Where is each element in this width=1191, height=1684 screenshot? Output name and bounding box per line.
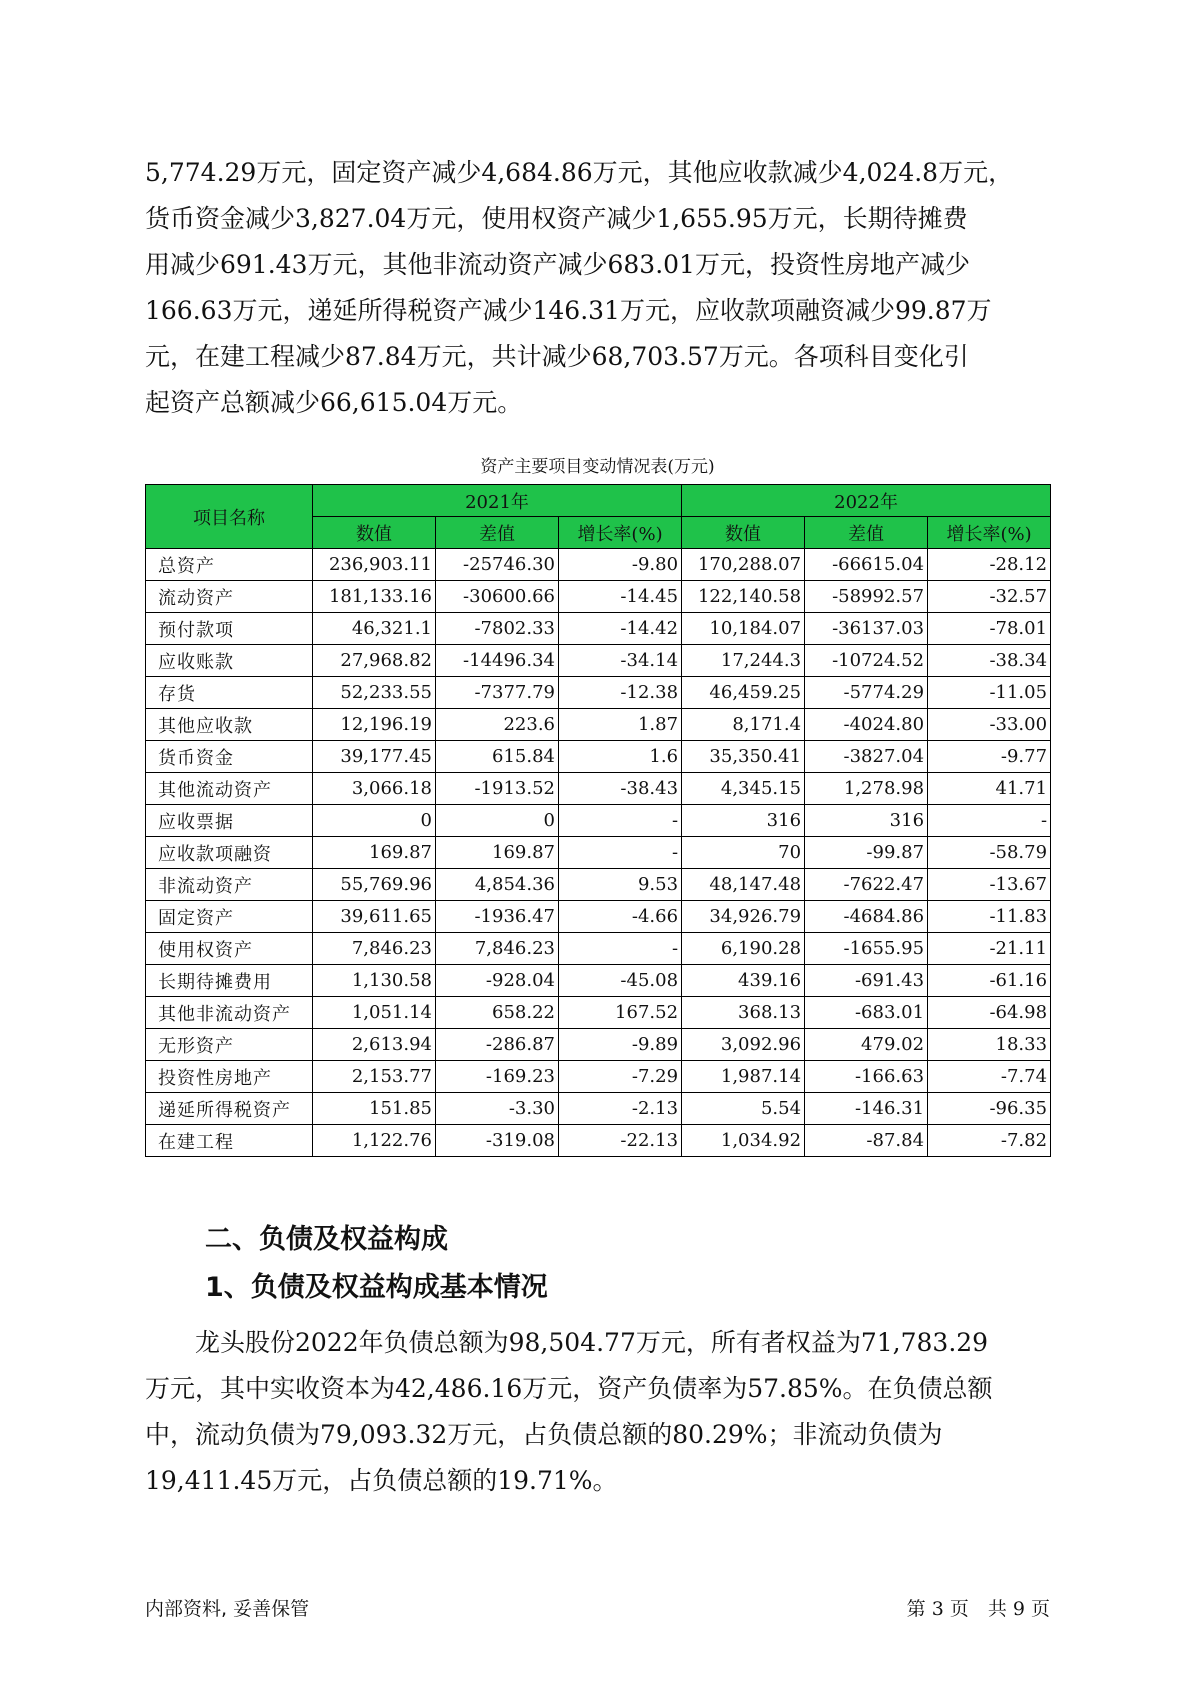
table-row — [146, 741, 1051, 773]
table-cell: 6,190.28 — [682, 933, 805, 965]
column-header-value: 数值 — [313, 517, 436, 549]
table-cell: 181,133.16 — [313, 581, 436, 613]
table-cell: -61.16 — [928, 965, 1051, 997]
table-cell: -286.87 — [436, 1029, 559, 1061]
table-row — [146, 901, 1051, 933]
table-row — [146, 549, 1051, 581]
row-item-name: 应收款项融资 — [146, 837, 313, 869]
table-cell: - — [928, 805, 1051, 837]
table-cell: -9.80 — [559, 549, 682, 581]
column-header-item-name: 项目名称 — [146, 485, 313, 549]
table-cell: -2.13 — [559, 1093, 682, 1125]
table-cell: -10724.52 — [805, 645, 928, 677]
table-cell: 1,278.98 — [805, 773, 928, 805]
table-cell: -34.14 — [559, 645, 682, 677]
row-item-name: 其他应收款 — [146, 709, 313, 741]
table-row — [146, 1125, 1051, 1157]
table-cell: 2,153.77 — [313, 1061, 436, 1093]
table-caption: 资产主要项目变动情况表(万元) — [480, 457, 715, 477]
table-cell: -3.30 — [436, 1093, 559, 1125]
column-header-year-2022: 2022年 — [682, 485, 1051, 517]
row-item-name: 非流动资产 — [146, 869, 313, 901]
table-cell: -1913.52 — [436, 773, 559, 805]
table-cell: 0 — [436, 805, 559, 837]
table-cell: -58992.57 — [805, 581, 928, 613]
table-cell: 122,140.58 — [682, 581, 805, 613]
table-cell: -169.23 — [436, 1061, 559, 1093]
table-cell: 39,177.45 — [313, 741, 436, 773]
table-cell: -25746.30 — [436, 549, 559, 581]
table-cell: 615.84 — [436, 741, 559, 773]
paragraph-line: 19,411.45万元，占负债总额的19.71%。 — [145, 1466, 618, 1495]
paragraph-line: 中，流动负债为79,093.32万元，占负债总额的80.29%；非流动负债为 — [145, 1420, 943, 1449]
table-cell: 223.6 — [436, 709, 559, 741]
column-header-difference: 差值 — [436, 517, 559, 549]
table-cell: -32.57 — [928, 581, 1051, 613]
table-cell: -4.66 — [559, 901, 682, 933]
table-cell: 1.87 — [559, 709, 682, 741]
table-cell: -691.43 — [805, 965, 928, 997]
row-item-name: 递延所得税资产 — [146, 1093, 313, 1125]
table-cell: -7.82 — [928, 1125, 1051, 1157]
paragraph-line: 元，在建工程减少87.84万元，共计减少68,703.57万元。各项科目变化引 — [145, 342, 969, 371]
table-cell: 8,171.4 — [682, 709, 805, 741]
table-row — [146, 709, 1051, 741]
table-cell: -1936.47 — [436, 901, 559, 933]
table-cell: -7802.33 — [436, 613, 559, 645]
table-cell: -319.08 — [436, 1125, 559, 1157]
table-cell: 1,034.92 — [682, 1125, 805, 1157]
table-cell: 7,846.23 — [313, 933, 436, 965]
row-item-name: 总资产 — [146, 549, 313, 581]
row-item-name: 使用权资产 — [146, 933, 313, 965]
table-row — [146, 997, 1051, 1029]
table-cell: -58.79 — [928, 837, 1051, 869]
table-cell: 0 — [313, 805, 436, 837]
table-cell: 70 — [682, 837, 805, 869]
table-cell: 7,846.23 — [436, 933, 559, 965]
table-row — [146, 1061, 1051, 1093]
table-row — [146, 773, 1051, 805]
table-row — [146, 645, 1051, 677]
table-cell: -146.31 — [805, 1093, 928, 1125]
table-cell: 167.52 — [559, 997, 682, 1029]
table-row — [146, 677, 1051, 709]
paragraph-line: 货币资金减少3,827.04万元，使用权资产减少1,655.95万元，长期待摊费 — [145, 204, 968, 233]
table-cell: 39,611.65 — [313, 901, 436, 933]
column-header-difference: 差值 — [805, 517, 928, 549]
table-cell: 368.13 — [682, 997, 805, 1029]
table-cell: 236,903.11 — [313, 549, 436, 581]
table-cell: -38.43 — [559, 773, 682, 805]
table-cell: 52,233.55 — [313, 677, 436, 709]
table-cell: 4,854.36 — [436, 869, 559, 901]
body-paragraph-liabilities — [145, 1320, 1050, 1504]
table-cell: -33.00 — [928, 709, 1051, 741]
paragraph-line: 万元，其中实收资本为42,486.16万元，资产负债率为57.85%。在负债总额 — [145, 1374, 993, 1403]
table-cell: -45.08 — [559, 965, 682, 997]
table-cell: 3,066.18 — [313, 773, 436, 805]
table-cell: 1,122.76 — [313, 1125, 436, 1157]
table-cell: 41.71 — [928, 773, 1051, 805]
table-row — [146, 869, 1051, 901]
table-cell: 316 — [805, 805, 928, 837]
table-row — [146, 1029, 1051, 1061]
column-header-year-2021: 2021年 — [313, 485, 682, 517]
body-paragraph-assets — [145, 150, 1050, 426]
table-cell: 17,244.3 — [682, 645, 805, 677]
table-cell: -14.45 — [559, 581, 682, 613]
row-item-name: 固定资产 — [146, 901, 313, 933]
table-cell: -22.13 — [559, 1125, 682, 1157]
row-item-name: 长期待摊费用 — [146, 965, 313, 997]
table-cell: -166.63 — [805, 1061, 928, 1093]
table-cell: 48,147.48 — [682, 869, 805, 901]
table-cell: 316 — [682, 805, 805, 837]
footer-page-number: 第 3 页 共 9 页 — [906, 1598, 1050, 1620]
table-cell: -9.77 — [928, 741, 1051, 773]
table-cell: 46,321.1 — [313, 613, 436, 645]
table-cell: 10,184.07 — [682, 613, 805, 645]
table-body — [146, 549, 1051, 1157]
table-cell: -64.98 — [928, 997, 1051, 1029]
table-cell: -12.38 — [559, 677, 682, 709]
table-cell: -99.87 — [805, 837, 928, 869]
table-row — [146, 1093, 1051, 1125]
table-cell: 479.02 — [805, 1029, 928, 1061]
table-cell: 35,350.41 — [682, 741, 805, 773]
section-heading: 二、负债及权益构成 — [205, 1224, 448, 1255]
row-item-name: 应收账款 — [146, 645, 313, 677]
row-item-name: 无形资产 — [146, 1029, 313, 1061]
table-cell: 55,769.96 — [313, 869, 436, 901]
table-cell: -11.83 — [928, 901, 1051, 933]
paragraph-line: 5,774.29万元，固定资产减少4,684.86万元，其他应收款减少4,024.8万元， — [145, 158, 1014, 187]
paragraph-line: 龙头股份2022年负债总额为98,504.77万元，所有者权益为71,783.29 — [145, 1328, 989, 1357]
row-item-name: 其他非流动资产 — [146, 997, 313, 1029]
paragraph-line: 166.63万元，递延所得税资产减少146.31万元，应收款项融资减少99.87万 — [145, 296, 992, 325]
table-cell: -7.74 — [928, 1061, 1051, 1093]
table-cell: -11.05 — [928, 677, 1051, 709]
table-cell: -7622.47 — [805, 869, 928, 901]
row-item-name: 预付款项 — [146, 613, 313, 645]
table-cell: 1,051.14 — [313, 997, 436, 1029]
table-cell: -928.04 — [436, 965, 559, 997]
table-row — [146, 837, 1051, 869]
table-cell: -78.01 — [928, 613, 1051, 645]
row-item-name: 存货 — [146, 677, 313, 709]
table-cell: 46,459.25 — [682, 677, 805, 709]
table-cell: 5.54 — [682, 1093, 805, 1125]
table-cell: 169.87 — [313, 837, 436, 869]
column-header-growth-rate: 增长率(%) — [928, 517, 1051, 549]
table-cell: 170,288.07 — [682, 549, 805, 581]
table-cell: 3,092.96 — [682, 1029, 805, 1061]
table-cell: -4024.80 — [805, 709, 928, 741]
row-item-name: 投资性房地产 — [146, 1061, 313, 1093]
table-cell: -28.12 — [928, 549, 1051, 581]
row-item-name: 在建工程 — [146, 1125, 313, 1157]
table-cell: - — [559, 933, 682, 965]
table-cell: -14.42 — [559, 613, 682, 645]
table-row — [146, 581, 1051, 613]
table-cell: -14496.34 — [436, 645, 559, 677]
table-cell: 1,130.58 — [313, 965, 436, 997]
table-cell: -38.34 — [928, 645, 1051, 677]
table-row — [146, 933, 1051, 965]
table-row — [146, 965, 1051, 997]
table-cell: -7377.79 — [436, 677, 559, 709]
table-cell: 2,613.94 — [313, 1029, 436, 1061]
paragraph-line: 用减少691.43万元，其他非流动资产减少683.01万元，投资性房地产减少 — [145, 250, 970, 279]
table-cell: -66615.04 — [805, 549, 928, 581]
table-cell: 4,345.15 — [682, 773, 805, 805]
table-cell: - — [559, 805, 682, 837]
table-cell: -1655.95 — [805, 933, 928, 965]
table-cell: 27,968.82 — [313, 645, 436, 677]
table-cell: 34,926.79 — [682, 901, 805, 933]
table-cell: -96.35 — [928, 1093, 1051, 1125]
table-cell: -36137.03 — [805, 613, 928, 645]
subsection-heading: 1、负债及权益构成基本情况 — [205, 1272, 548, 1303]
table-cell: 1.6 — [559, 741, 682, 773]
asset-change-table — [145, 484, 1051, 1157]
table-cell: 9.53 — [559, 869, 682, 901]
table-cell: -21.11 — [928, 933, 1051, 965]
table-cell: 1,987.14 — [682, 1061, 805, 1093]
table-cell: -5774.29 — [805, 677, 928, 709]
footer-confidential-note: 内部资料, 妥善保管 — [145, 1598, 310, 1620]
column-header-value: 数值 — [682, 517, 805, 549]
table-cell: - — [559, 837, 682, 869]
table-cell: 18.33 — [928, 1029, 1051, 1061]
table-cell: 439.16 — [682, 965, 805, 997]
column-header-growth-rate: 增长率(%) — [559, 517, 682, 549]
table-cell: -683.01 — [805, 997, 928, 1029]
row-item-name: 应收票据 — [146, 805, 313, 837]
table-cell: -87.84 — [805, 1125, 928, 1157]
paragraph-line: 起资产总额减少66,615.04万元。 — [145, 388, 523, 417]
table-cell: -3827.04 — [805, 741, 928, 773]
table-cell: -4684.86 — [805, 901, 928, 933]
table-cell: -13.67 — [928, 869, 1051, 901]
table-header-row — [146, 485, 1051, 517]
table-cell: -7.29 — [559, 1061, 682, 1093]
table-cell: -30600.66 — [436, 581, 559, 613]
row-item-name: 流动资产 — [146, 581, 313, 613]
table-cell: 151.85 — [313, 1093, 436, 1125]
table-cell: -9.89 — [559, 1029, 682, 1061]
table-cell: 658.22 — [436, 997, 559, 1029]
row-item-name: 其他流动资产 — [146, 773, 313, 805]
table-cell: 169.87 — [436, 837, 559, 869]
table-row — [146, 613, 1051, 645]
table-cell: 12,196.19 — [313, 709, 436, 741]
table-row — [146, 805, 1051, 837]
row-item-name: 货币资金 — [146, 741, 313, 773]
